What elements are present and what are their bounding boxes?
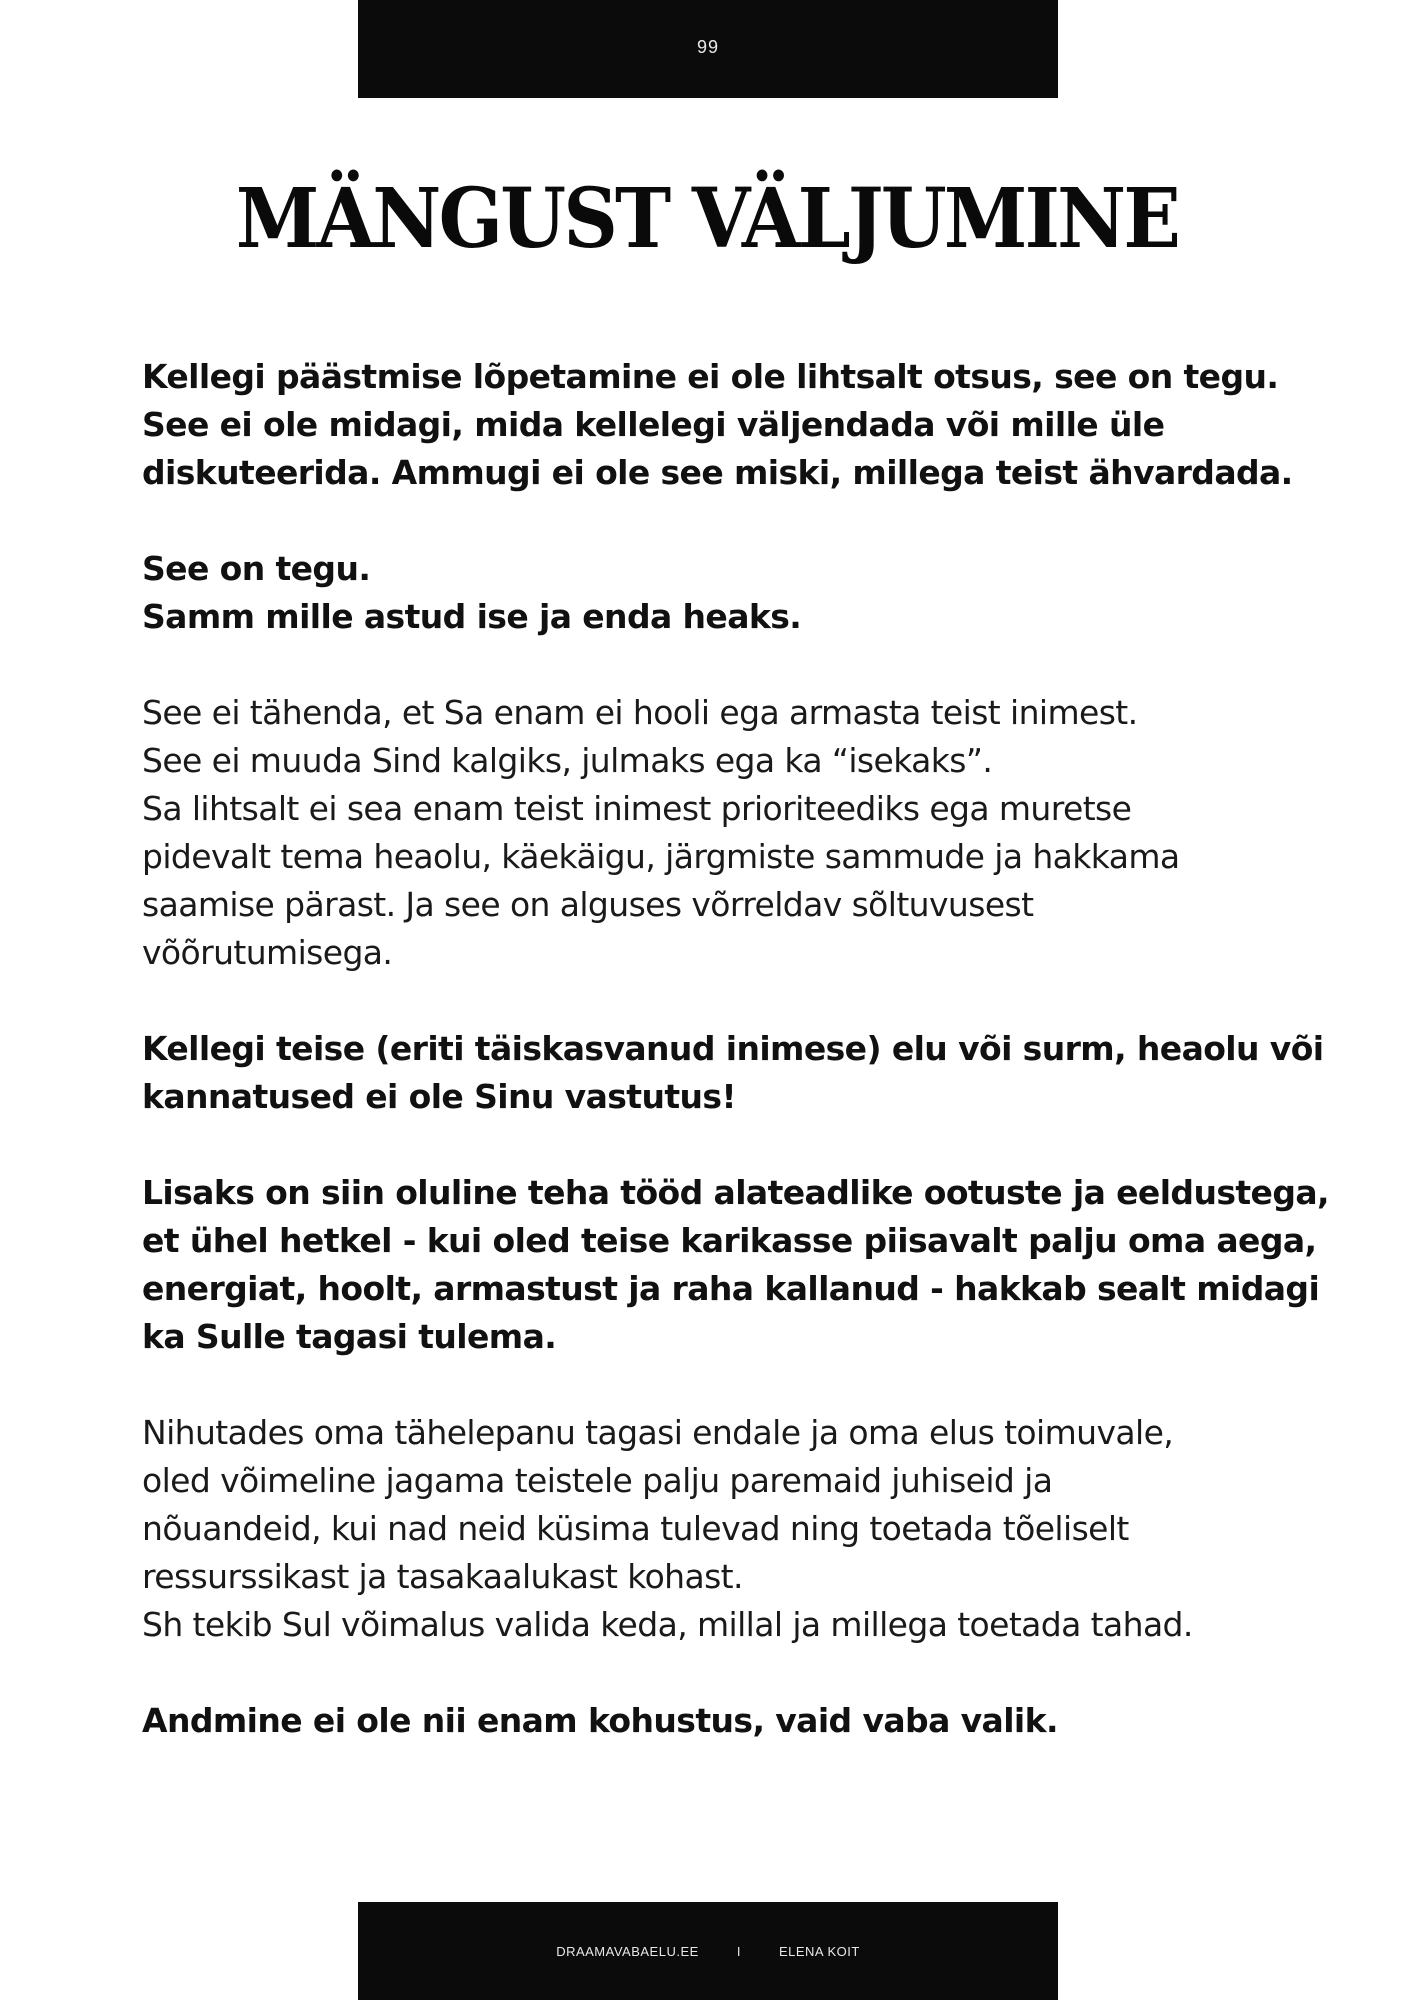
text-line: et ühel hetkel - kui oled teise karikasse piisavalt palju oma aega,: [142, 1221, 1317, 1260]
text-line: See ei muuda Sind kalgiks, julmaks ega ka “isekaks”.: [142, 741, 993, 780]
page-number: 99: [696, 36, 720, 57]
footer-author: ELENA KOIT: [778, 1943, 860, 1959]
text-line: ressurssikast ja tasakaalukast kohast.: [142, 1557, 743, 1596]
text-line: See ei ole midagi, mida kellelegi väljendada või mille üle: [142, 405, 1165, 444]
text-line: oled võimeline jagama teistele palju paremaid juhiseid ja: [142, 1461, 1053, 1500]
text-line: pidevalt tema heaolu, käekäigu, järgmiste sammude ja hakkama: [142, 837, 1180, 876]
text-line: See ei tähenda, et Sa enam ei hooli ega armasta teist inimest.: [142, 693, 1138, 732]
text-line: energiat, hoolt, armastust ja raha kallanud - hakkab sealt midagi: [142, 1269, 1320, 1308]
paragraph-7: [142, 1697, 1302, 1745]
text-line: diskuteerida. Ammugi ei ole see miski, millega teist ähvardada.: [142, 453, 1293, 492]
text-line: Nihutades oma tähelepanu tagasi endale ja oma elus toimuvale,: [142, 1413, 1174, 1452]
text-line: Lisaks on siin oluline teha tööd alateadlike ootuste ja eeldustega,: [142, 1173, 1329, 1212]
text-line: Kellegi päästmise lõpetamine ei ole lihtsalt otsus, see on tegu.: [142, 357, 1279, 396]
text-line: võõrutumisega.: [142, 933, 393, 972]
page-title: MÄNGUST VÄLJUMINE: [235, 171, 1179, 267]
text-line: saamise pärast. Ja see on alguses võrreldav sõltuvusest: [142, 885, 1034, 924]
paragraph-3: [142, 689, 1302, 977]
footer-site: DRAAMAVABAELU.EE: [556, 1943, 699, 1959]
text-line: Sh tekib Sul võimalus valida keda, millal ja millega toetada tahad.: [142, 1605, 1193, 1644]
text-line: Sa lihtsalt ei sea enam teist inimest prioriteediks ega muretse: [142, 789, 1132, 828]
text-line: Kellegi teise (eriti täiskasvanud inimese) elu või surm, heaolu või: [142, 1029, 1324, 1068]
header-bar: [358, 0, 1058, 98]
paragraph-6: [142, 1409, 1302, 1649]
text-line: kannatused ei ole Sinu vastutus!: [142, 1077, 736, 1116]
text-line: nõuandeid, kui nad neid küsima tulevad ning toetada tõeliselt: [142, 1509, 1129, 1548]
text-line: Andmine ei ole nii enam kohustus, vaid vaba valik.: [142, 1701, 1058, 1740]
text-line: ka Sulle tagasi tulema.: [142, 1317, 557, 1356]
footer-separator: I: [736, 1943, 741, 1959]
body-text: [142, 353, 1329, 1793]
text-line: Samm mille astud ise ja enda heaks.: [142, 597, 802, 636]
paragraph-5: [142, 1169, 1329, 1361]
paragraph-2: [142, 545, 1302, 641]
text-line: See on tegu.: [142, 549, 371, 588]
paragraph-1: [142, 353, 1302, 497]
paragraph-4: [142, 1025, 1324, 1121]
footer-bar: [358, 1902, 1058, 2000]
